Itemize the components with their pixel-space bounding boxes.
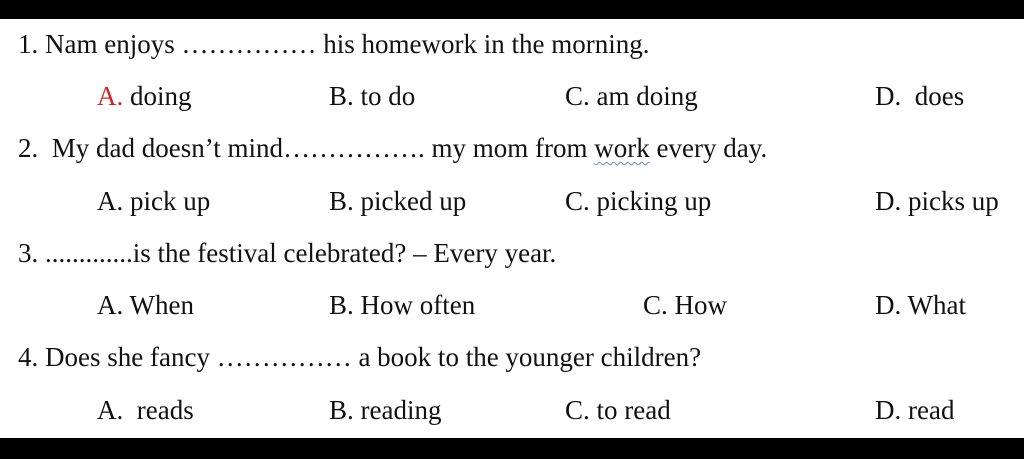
option-text: reading: [360, 395, 442, 425]
question-text: my mom from: [431, 133, 588, 163]
option-text: to do: [360, 81, 416, 111]
question-text: Does she fancy: [45, 342, 210, 372]
option-1c: [565, 83, 698, 110]
option-text: reads: [136, 395, 194, 425]
option-2b: [329, 188, 466, 215]
question-number: 3.: [18, 238, 39, 268]
question-text: every day.: [656, 133, 768, 163]
option-letter: D.: [875, 186, 902, 216]
option-4a: [97, 397, 194, 424]
option-letter: B.: [329, 81, 354, 111]
option-letter: B.: [329, 186, 354, 216]
question-2: [18, 135, 767, 162]
option-text: When: [129, 290, 194, 320]
question-text: Nam enjoys: [45, 29, 175, 59]
question-text: is the festival celebrated? – Every year.: [132, 238, 557, 268]
option-letter: B.: [329, 395, 354, 425]
option-2c: [565, 188, 711, 215]
option-3a: [97, 292, 194, 319]
question-text: a book to the younger children?: [358, 342, 702, 372]
option-letter: C.: [643, 290, 668, 320]
worksheet-page: [0, 19, 1024, 438]
option-3d: [875, 292, 966, 319]
question-number: 4.: [18, 342, 39, 372]
option-4b: [329, 397, 441, 424]
option-text: to read: [596, 395, 671, 425]
option-text: picks up: [908, 186, 999, 216]
option-1b: [329, 83, 415, 110]
option-letter: A.: [97, 186, 124, 216]
option-4c: [565, 397, 671, 424]
question-1: [18, 31, 649, 58]
option-letter: C.: [565, 395, 590, 425]
question-3: [18, 240, 556, 267]
option-letter: A.: [97, 290, 124, 320]
option-letter: A.: [97, 395, 124, 425]
option-text: does: [914, 81, 965, 111]
spellcheck-word: work: [594, 133, 650, 163]
option-3b: [329, 292, 475, 319]
option-text: pick up: [130, 186, 211, 216]
question-4: [18, 344, 701, 371]
option-letter: B.: [329, 290, 354, 320]
option-2a: [97, 188, 210, 215]
option-letter: D.: [875, 395, 902, 425]
option-text: doing: [130, 81, 192, 111]
option-1a: [97, 83, 192, 110]
option-letter: A.: [97, 81, 124, 111]
question-text: his homework in the morning.: [323, 29, 650, 59]
option-letter: D.: [875, 290, 902, 320]
option-text: How often: [360, 290, 476, 320]
option-text: picking up: [596, 186, 712, 216]
option-letter: C.: [565, 81, 590, 111]
answer-blank: .............: [45, 238, 133, 268]
answer-blank: ……………: [216, 342, 352, 372]
question-number: 1.: [18, 29, 39, 59]
option-3c: [643, 292, 727, 319]
option-text: What: [907, 290, 966, 320]
option-text: picked up: [360, 186, 467, 216]
option-text: How: [674, 290, 728, 320]
answer-blank: ……………: [181, 29, 317, 59]
question-number: 2.: [18, 133, 39, 163]
option-letter: D.: [875, 81, 902, 111]
option-4d: [875, 397, 954, 424]
option-1d: [875, 83, 964, 110]
option-text: read: [908, 395, 955, 425]
option-text: am doing: [596, 81, 698, 111]
answer-blank: …………….: [283, 133, 425, 163]
question-text: My dad doesn’t mind: [51, 133, 283, 163]
option-letter: C.: [565, 186, 590, 216]
option-2d: [875, 188, 999, 215]
